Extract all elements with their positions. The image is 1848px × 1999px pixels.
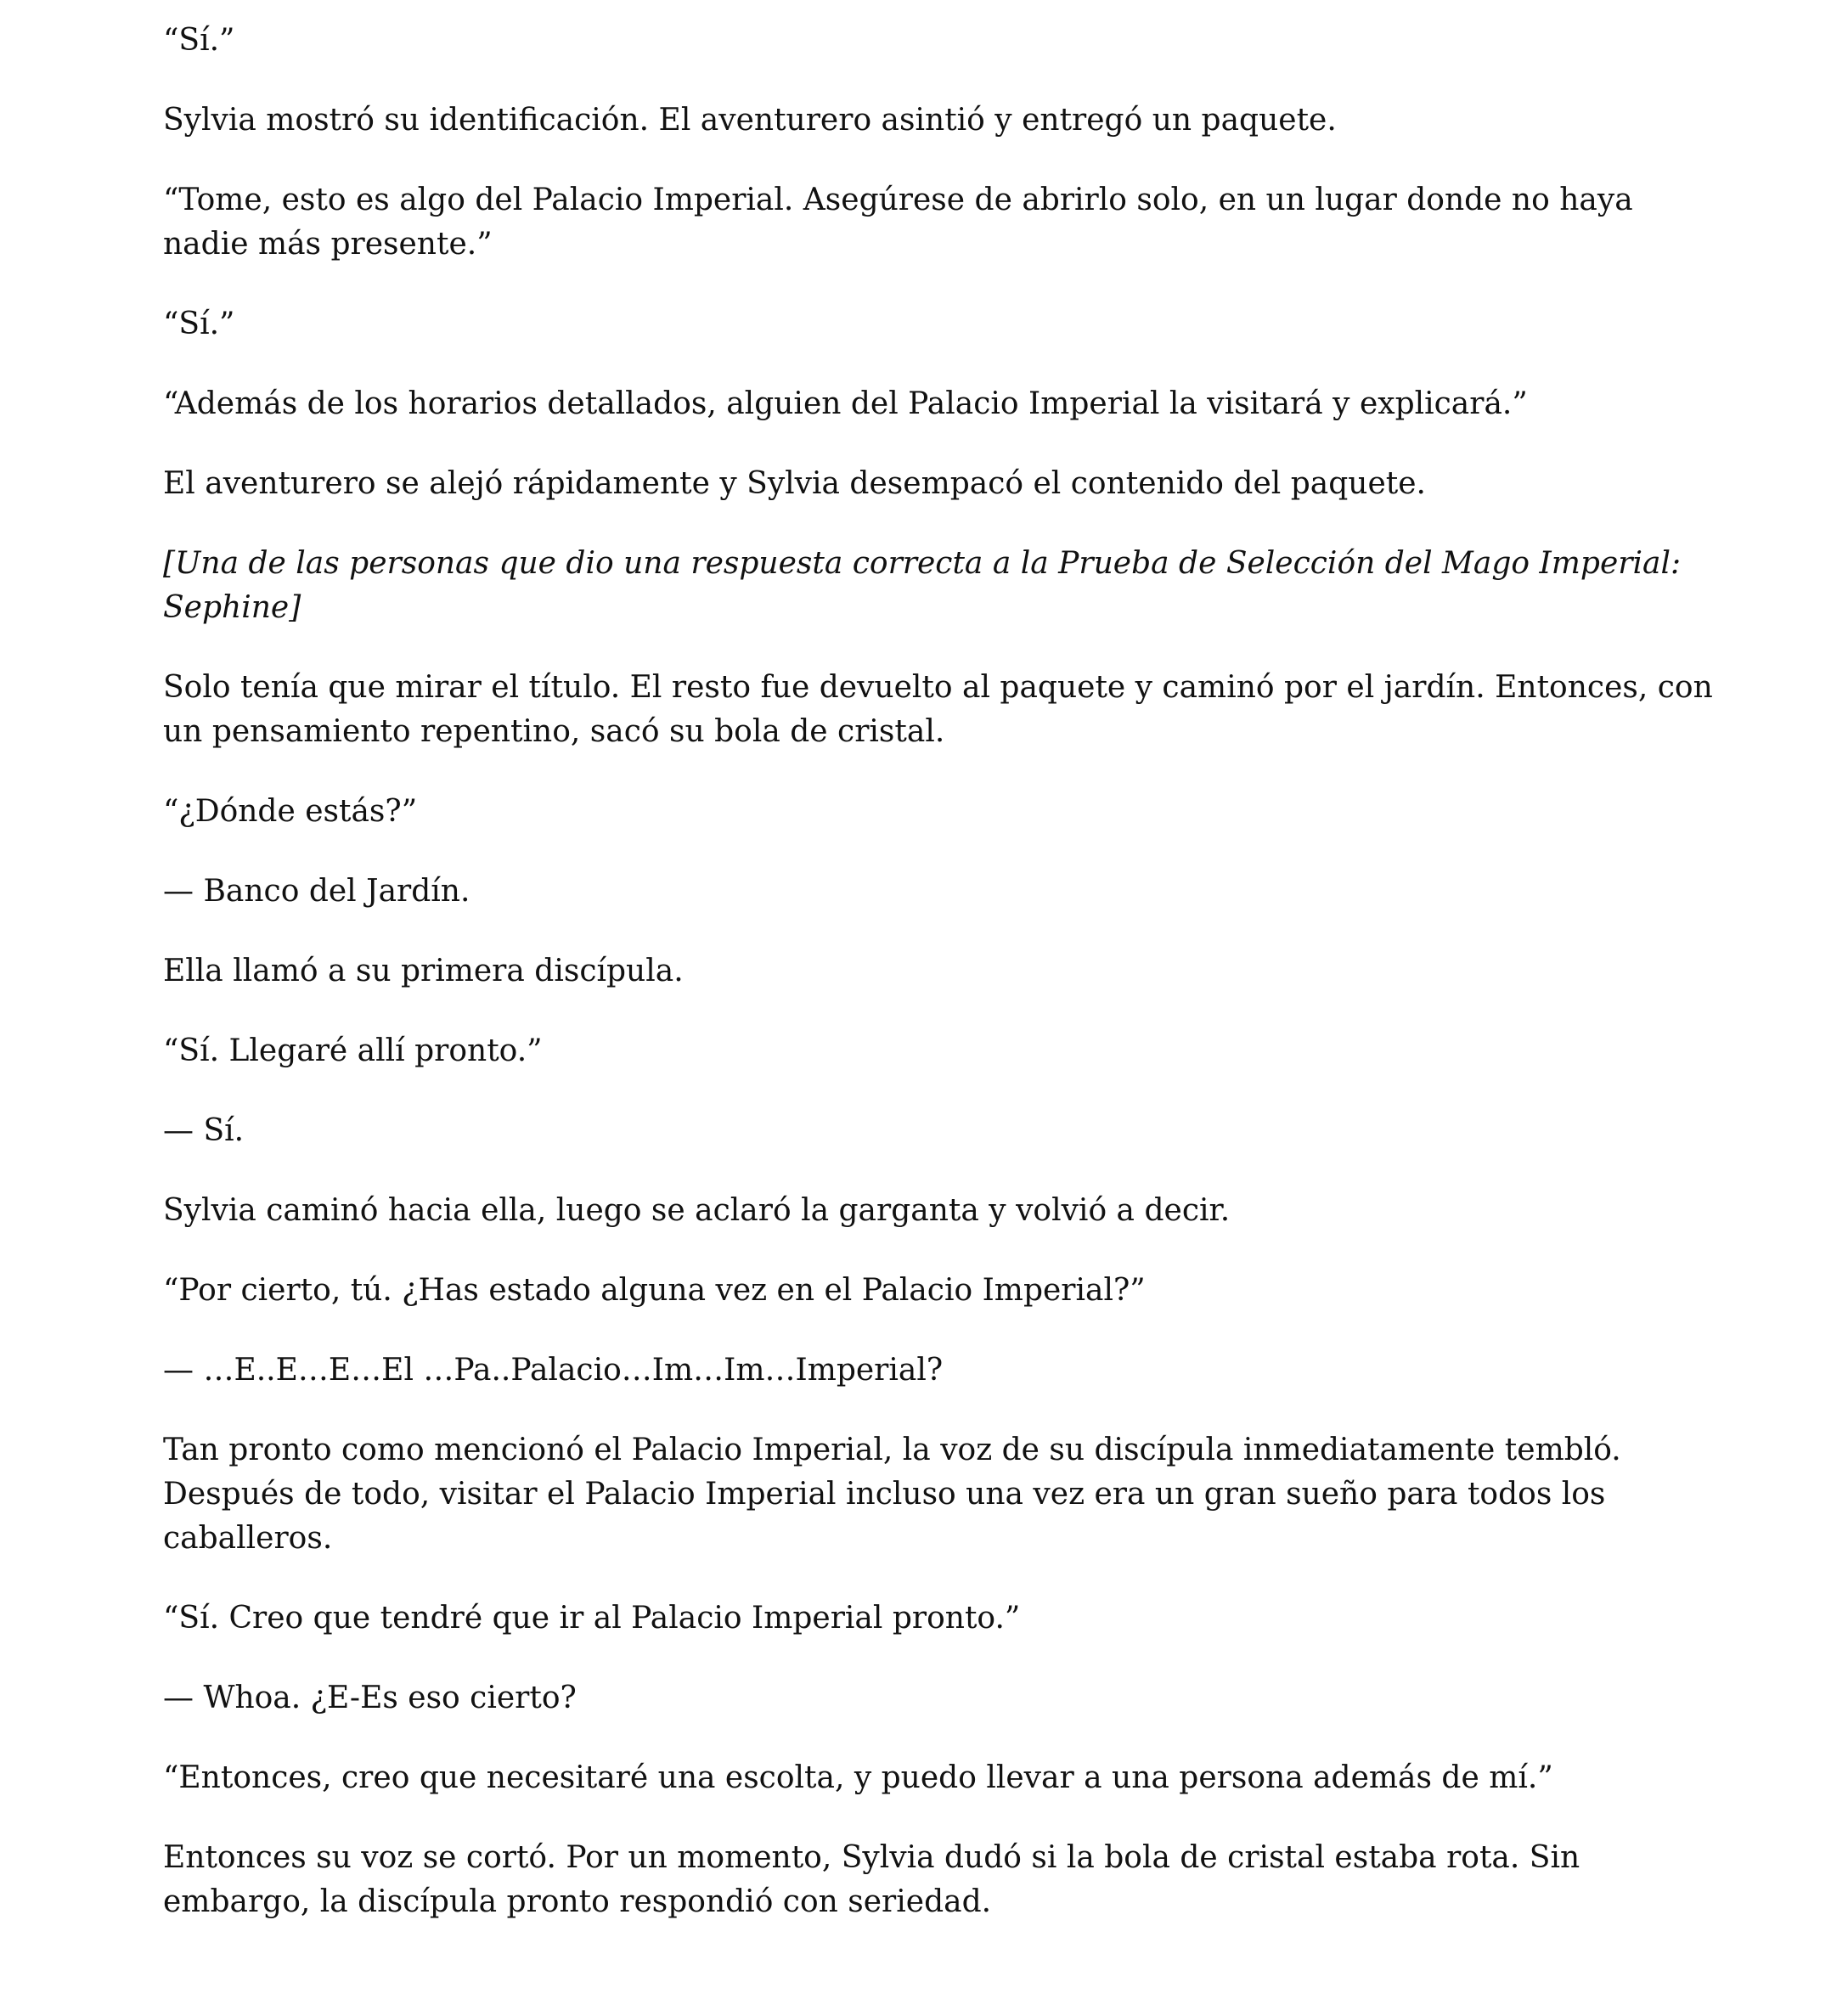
italic-paragraph: [Una de las personas que dio una respuesta correcta a la Prueba de Selección del Mago Imperial: Sephine] [163,546,1682,625]
paragraph: “Sí. Llegaré allí pronto.” [163,1033,543,1068]
paragraph: Ella llamó a su primera discípula. [163,954,684,988]
paragraph: Sylvia mostró su identificación. El aventurero asintió y entregó un paquete. [163,103,1337,138]
paragraph: El aventurero se alejó rápidamente y Sylvia desempacó el contenido del paquete. [163,466,1426,501]
paragraph: Tan pronto como mencionó el Palacio Imperial, la voz de su discípula inmediatamente tembló. Después de todo, visitar el Palacio Imperial incluso una vez era un gran sueño para todos los caballeros. [163,1433,1621,1556]
paragraph: “Sí.” [163,23,235,58]
paragraph: “¿Dónde estás?” [163,794,418,829]
paragraph: — Sí. [163,1113,245,1148]
paragraph: Solo tenía que mirar el título. El resto fue devuelto al paquete y caminó por el jardín. Entonces, con un pensamiento repentino, sacó su bola de cristal. [163,670,1713,749]
paragraph: — Banco del Jardín. [163,874,470,909]
paragraph: “Sí.” [163,307,235,341]
paragraph: “Sí. Creo que tendré que ir al Palacio Imperial pronto.” [163,1601,1021,1636]
paragraph: Entonces su voz se cortó. Por un momento, Sylvia dudó si la bola de cristal estaba rota. Sin embargo, la discípula pronto respondió con seriedad. [163,1840,1580,1919]
paragraph: “Entonces, creo que necesitaré una escolta, y puedo llevar a una persona además de mí.” [163,1760,1553,1795]
paragraph: “Tome, esto es algo del Palacio Imperial. Asegúrese de abrirlo solo, en un lugar donde no haya nadie más presente.” [163,183,1633,262]
paragraph: “Además de los horarios detallados, alguien del Palacio Imperial la visitará y explicará.” [163,386,1528,421]
paragraph: — …E..E…E…El …Pa..Palacio…Im…Im…Imperial? [163,1353,944,1388]
document-page [163,19,1717,1960]
paragraph: “Por cierto, tú. ¿Has estado alguna vez en el Palacio Imperial?” [163,1273,1146,1308]
paragraph: Sylvia caminó hacia ella, luego se aclaró la garganta y volvió a decir. [163,1193,1231,1228]
paragraph: — Whoa. ¿E-Es eso cierto? [163,1681,577,1715]
